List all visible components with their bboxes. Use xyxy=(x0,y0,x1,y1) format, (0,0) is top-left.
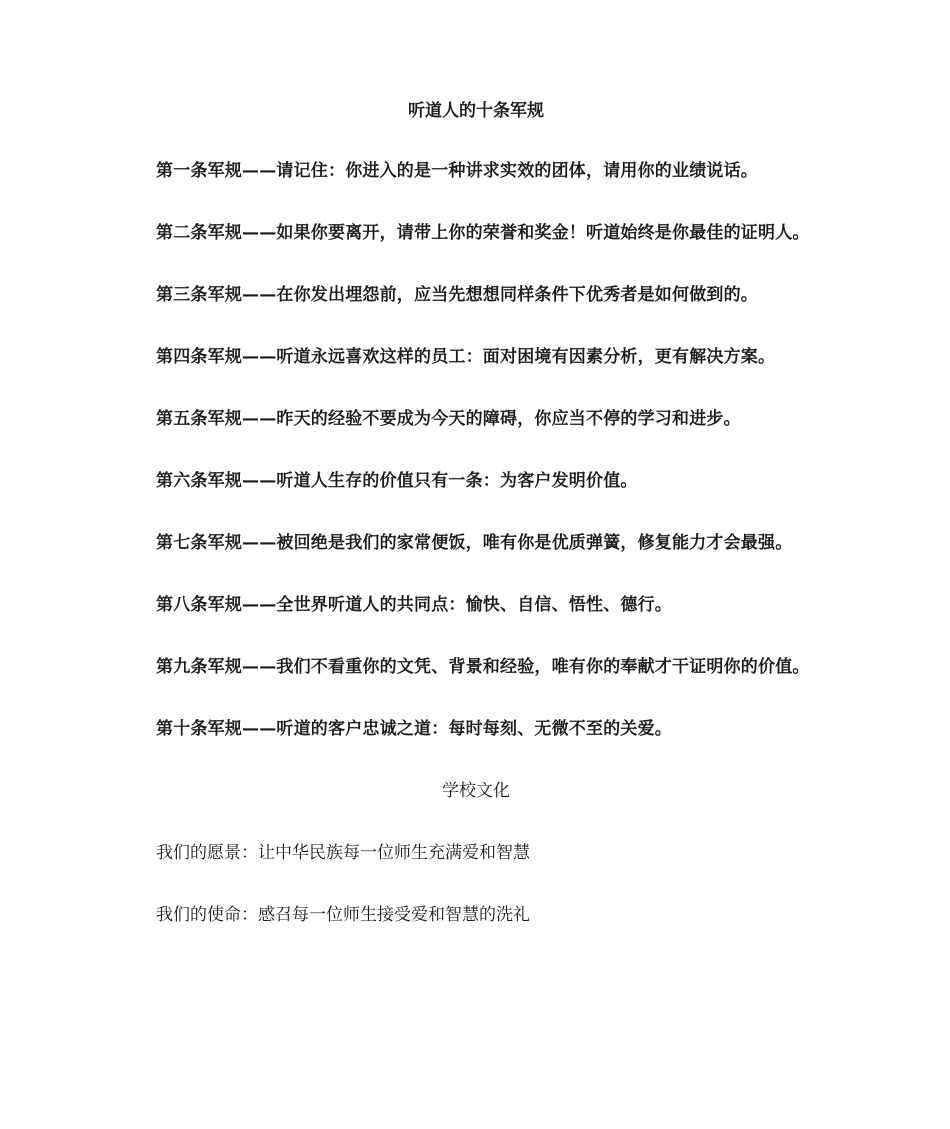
rule-9: 第九条军规——我们不看重你的文凭、背景和经验，唯有你的奉献才干证明你的价值。 xyxy=(156,657,810,677)
culture-title: 学校文化 xyxy=(442,781,510,801)
document-title: 听道人的十条军规 xyxy=(408,101,544,121)
mission-text: 我们的使命：感召每一位师生接受爱和智慧的洗礼 xyxy=(156,905,530,925)
rule-6: 第六条军规——听道人生存的价值只有一条：为客户发明价值。 xyxy=(156,471,638,491)
rule-1: 第一条军规——请记住：你进入的是一种讲求实效的团体，请用你的业绩说话。 xyxy=(156,161,758,181)
rule-8: 第八条军规——全世界听道人的共同点：愉快、自信、悟性、德行。 xyxy=(156,595,672,615)
rule-10: 第十条军规——听道的客户忠诚之道：每时每刻、无微不至的关爱。 xyxy=(156,719,672,739)
rule-4: 第四条军规——听道永远喜欢这样的员工：面对困境有因素分析，更有解决方案。 xyxy=(156,347,776,367)
rule-7: 第七条军规——被回绝是我们的家常便饭，唯有你是优质弹簧，修复能力才会最强。 xyxy=(156,533,793,553)
vision-text: 我们的愿景：让中华民族每一位师生充满爱和智慧 xyxy=(156,843,530,863)
rule-3: 第三条军规——在你发出埋怨前，应当先想想同样条件下优秀者是如何做到的。 xyxy=(156,285,758,305)
rule-2: 第二条军规——如果你要离开，请带上你的荣誉和奖金！听道始终是你最佳的证明人。 xyxy=(156,223,810,243)
rule-5: 第五条军规——昨天的经验不要成为今天的障碍，你应当不停的学习和进步。 xyxy=(156,409,741,429)
